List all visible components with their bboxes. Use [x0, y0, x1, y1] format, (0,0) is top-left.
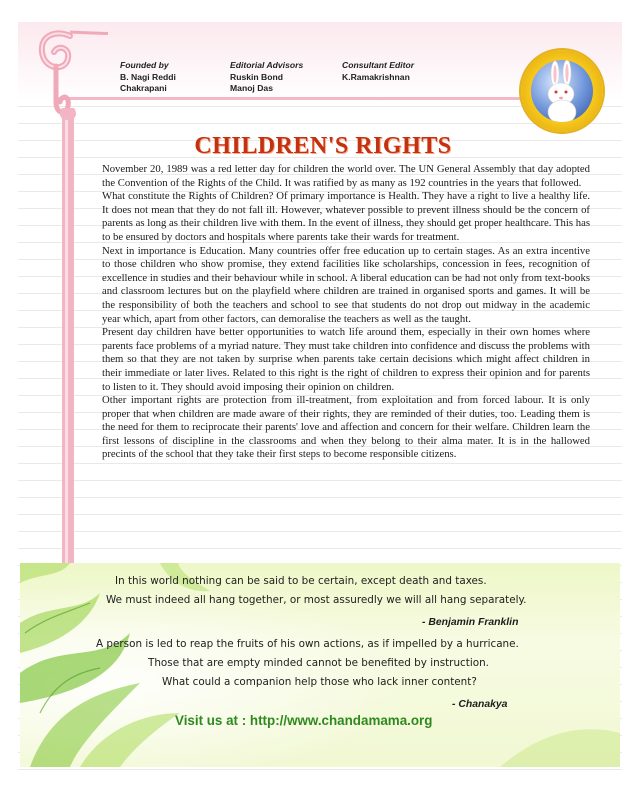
editorial-name: Ruskin Bond: [230, 71, 283, 82]
article-body: [102, 163, 590, 583]
editorial-name: Manoj Das: [230, 83, 273, 93]
consultant-name: K.Ramakrishnan: [342, 71, 410, 82]
quote-line: Those that are empty minded cannot be benefited by instruction.: [148, 657, 489, 669]
website-link[interactable]: Visit us at : http://www.chandamama.org: [175, 713, 433, 728]
quote-author: - Benjamin Franklin: [422, 617, 519, 628]
founded-role: Founded by: [120, 60, 169, 70]
editorial-role: Editorial Advisors: [230, 60, 304, 70]
masthead-founded: [120, 60, 176, 120]
quotes-block: [20, 563, 620, 767]
quote-line: In this world nothing can be said to be certain, except death and taxes.: [115, 575, 487, 587]
article-paragraph: Present day children have better opportunities to watch life around them, especially in their own homes where parents face problems of a myriad nature. They must take children into confidence and discuss the problems with them so that they are not taken by surprise when parents take certain decisions which might affect children in their immediate or later lives. Related to this right is the right of children to express their opinion and for parents to listen to it. They should avoid imposing their opinion on children.: [102, 326, 590, 393]
founded-name: Chakrapani: [120, 83, 167, 93]
article-paragraph: November 20, 1989 was a red letter day for children the world over. The UN General Assembly that day adopted the Convention of the Rights of the Child. It was ratified by as many as 192 countries in the years that followed.: [102, 163, 590, 189]
rabbit-moon-icon: [521, 50, 603, 132]
quotes-panel: [20, 563, 620, 767]
article-paragraph: What constitute the Rights of Children? Of primary importance is Health. They have a right to live a healthy life. It does not mean that they do not fall ill. However, whatever possible to prevent illness should be the concern of parents as long as their children live with them. In the event of illness, they should get proper healthcare. This has to be ensured by doctors and hospitals where parents take their wards for treatment.: [102, 190, 590, 243]
quote-line: We must indeed all hang together, or most assuredly we will all hang separately.: [106, 594, 527, 606]
pink-scroll-ornament: [18, 22, 108, 582]
quote-author: - Chanakya: [452, 699, 508, 710]
quote-line: A person is led to reap the fruits of his own actions, as if impelled by a hurricane.: [96, 638, 519, 650]
quote-line: What could a companion help those who lack inner content?: [162, 676, 477, 688]
article-paragraph: Other important rights are protection from ill-treatment, from exploitation and from forced labour. It is only proper that when children are made aware of their rights, they are reminded of their duties, too. Leading them is the need for them to reciprocate their parents' love and affection and concern for their welfare. Children learn the first lessons of discipline in the classrooms and when they belong to their alma mater. It is in the hallowed precints of the school that they take their first steps to become responsible citizens.: [102, 394, 590, 461]
masthead-consultant: [342, 60, 414, 120]
page-title: CHILDREN'S RIGHTS: [194, 133, 452, 159]
consultant-role: Consultant Editor: [342, 60, 415, 70]
founded-name: B. Nagi Reddi: [120, 71, 176, 82]
masthead-editorial: [230, 60, 303, 120]
article-paragraph: Next in importance is Education. Many countries offer free education up to certain stages. As an extra incentive to those children who show promise, they extend facilities like scholarships, concession in fees, recognition of excellence in studies and their behaviour while in school. A liberal education can be had not only from text-books and classroom lectures but on the playfield where children are trained in organised sports and games. It will be the responsibility of both the teachers and school to see that students do not drop out midway in the academic year which, apart from other factors, can demoralise the teachers as well as the taught.: [102, 244, 590, 325]
